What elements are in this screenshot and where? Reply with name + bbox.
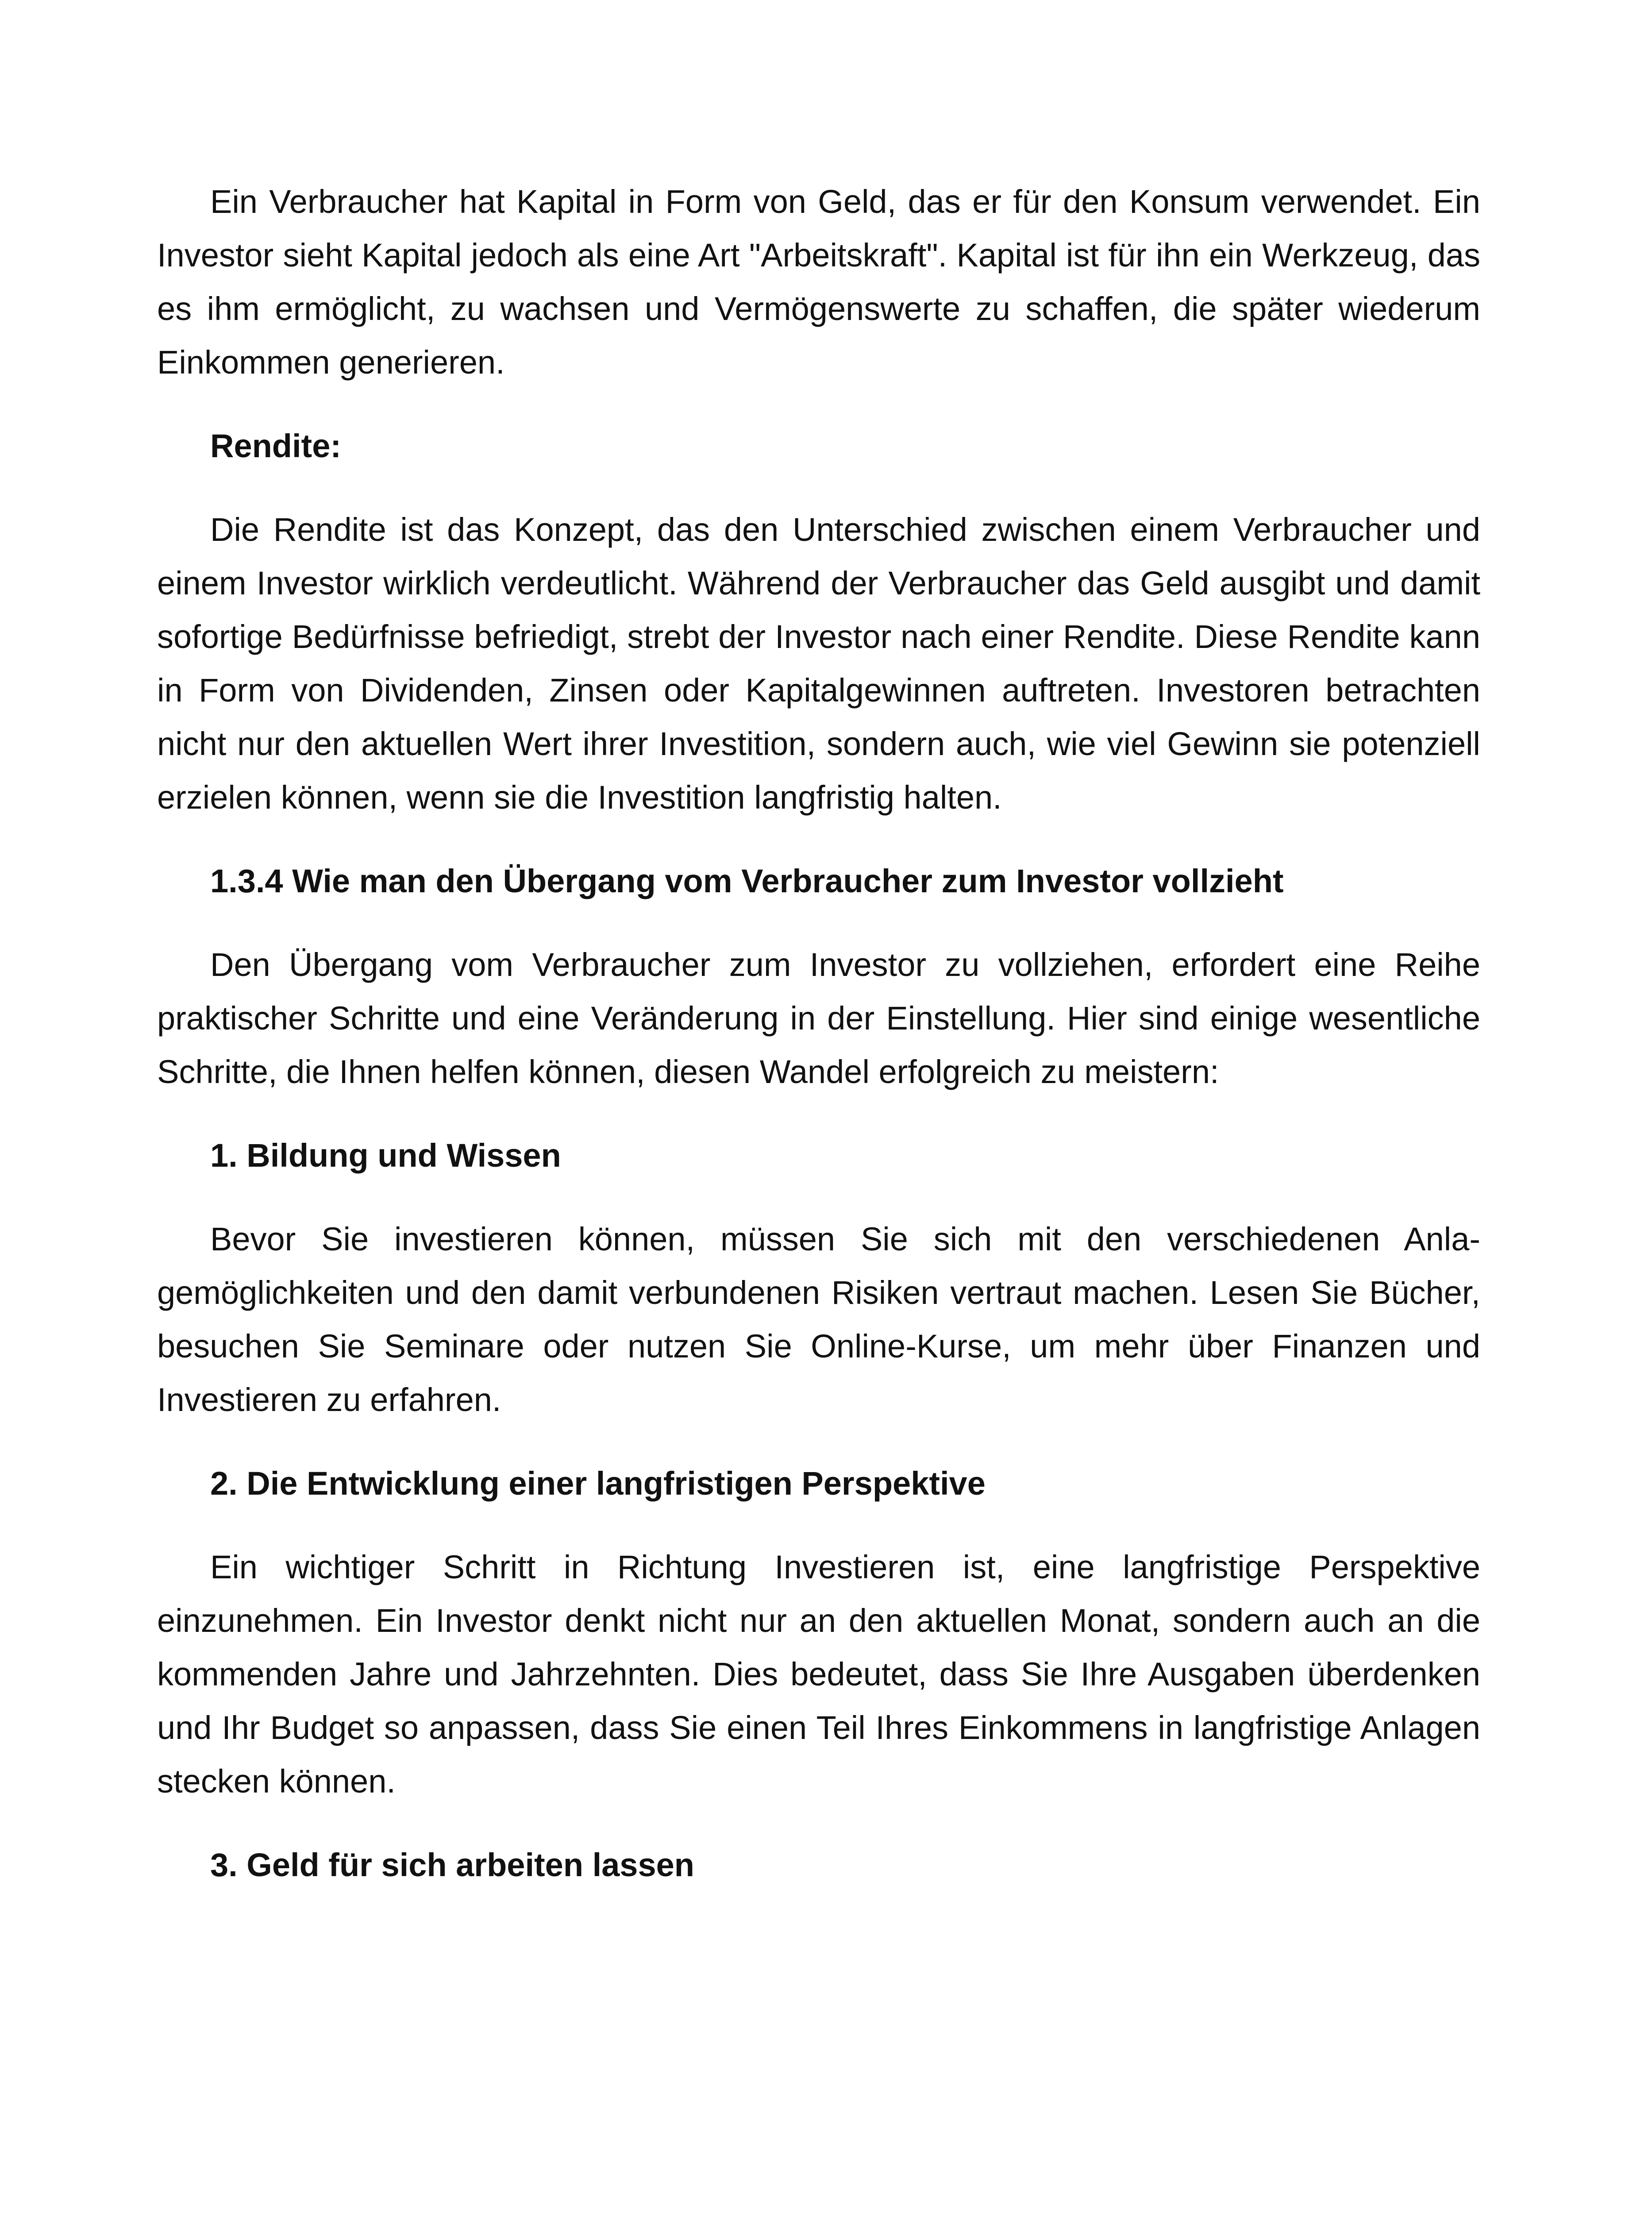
paragraph-consumer-vs-investor-capital: Ein Verbraucher hat Kapital in Form von Geld, das er für den Konsum verwendet. Ein Investor sieht Kapital jedoch als eine Art "Arbeitskraft". Kapital ist für ihn ein Werkzeug, das es ihm ermöglicht, zu wachsen und Vermögenswerte zu schaffen, die später wiederum Einkommen generieren.: [157, 183, 1480, 381]
section-heading-1-3-4: 1.3.4 Wie man den Übergang vom Verbraucher zum Investor vollzieht: [210, 863, 1284, 899]
heading-step-2: 2. Die Entwicklung einer langfristigen Perspektive: [210, 1465, 986, 1502]
heading-step-1: 1. Bildung und Wissen: [210, 1137, 561, 1174]
paragraph-rendite: Die Rendite ist das Konzept, das den Unterschied zwischen einem Verbraucher und einem Investor wirklich verdeutlicht. Während der Verbraucher das Geld ausgibt und damit sofortige Bedürfnisse befriedigt, strebt der Investor nach einer Rendite. Diese Rendite kann in Form von Dividenden, Zinsen oder Kapitalgewinnen auftreten. Investoren betrachten nicht nur den aktuellen Wert ihrer Investition, sondern auch, wie viel Gewinn sie potenziell erzielen können, wenn sie die Investition langfristig halten.: [157, 511, 1480, 816]
page-body: [157, 175, 1480, 1922]
heading-rendite: Rendite:: [210, 428, 341, 464]
paragraph-step-1: Bevor Sie investieren können, müssen Sie sich mit den verschiedenen Anlagemöglichkeiten und den damit verbundenen Risiken vertraut machen. Lesen Sie Bücher, besuchen Sie Seminare oder nutzen Sie Online-Kurse, um mehr über Finanzen und Investieren zu erfahren.: [157, 1221, 1480, 1418]
paragraph-transition-intro: Den Übergang vom Verbraucher zum Investor zu vollziehen, erfordert eine Reihe praktischer Schritte und eine Veränderung in der Einstellung. Hier sind einige wesentliche Schritte, die Ihnen helfen können, diesen Wandel erfolgreich zu meistern:: [157, 946, 1480, 1090]
paragraph-step-2: Ein wichtiger Schritt in Richtung Investieren ist, eine langfristige Perspektive einzunehmen. Ein Investor denkt nicht nur an den aktuellen Monat, sondern auch an die kommenden Jahre und Jahrzehnten. Dies bedeutet, dass Sie Ihre Ausgaben überdenken und Ihr Budget so anpassen, dass Sie einen Teil Ihres Einkommens in langfristige Anlagen stecken können.: [157, 1549, 1480, 1800]
heading-step-3: 3. Geld für sich arbeiten lassen: [210, 1847, 694, 1883]
